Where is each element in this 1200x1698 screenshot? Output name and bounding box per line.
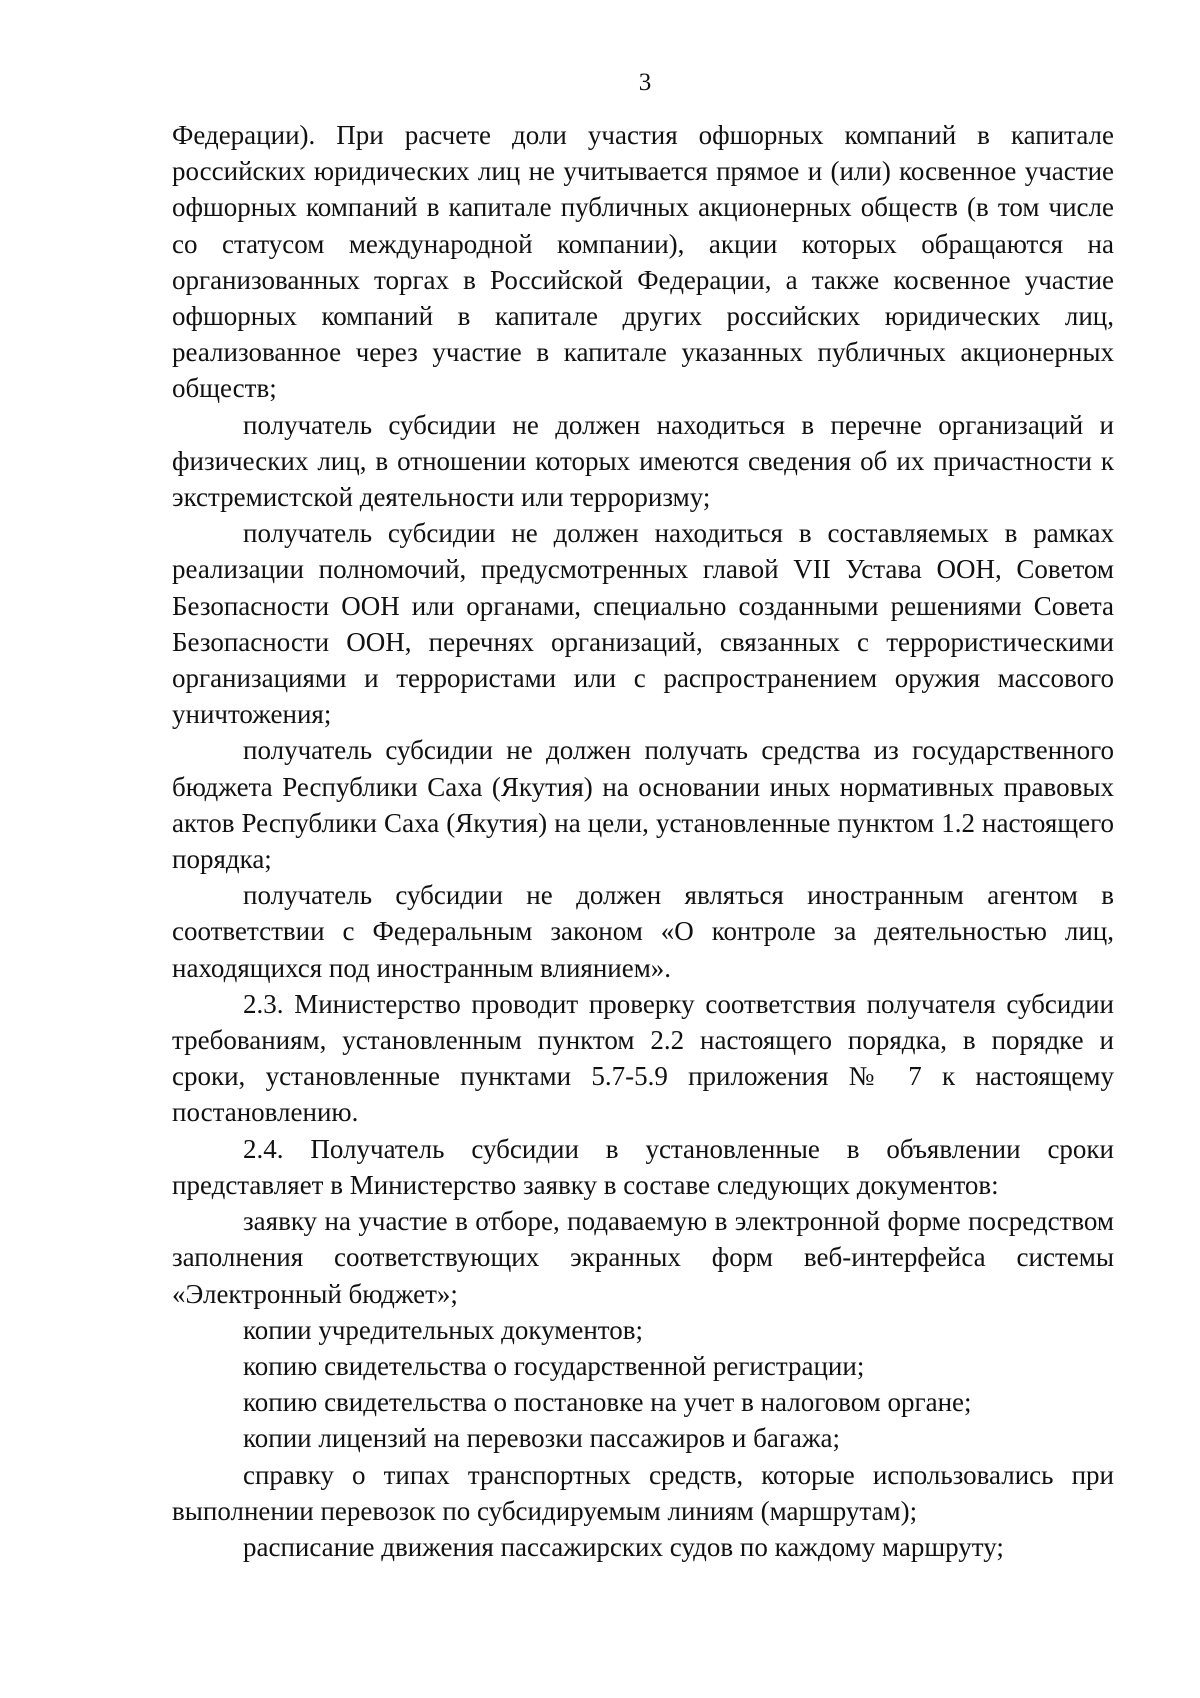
paragraph: получатель субсидии не должен находиться в составляемых в рамках реализации полномочий, предусмотренных главой VII Устава ООН, Советом Безопасности ООН или органами, специально созданными решениями Совета Безопасности ООН, перечнях организаций, связанных с террористическими организациями и террористами или с распространением оружия массового уничтожения; (172, 518, 1114, 730)
paragraph: расписание движения пассажирских судов по каждому маршруту; (243, 1531, 1004, 1562)
document-body (172, 117, 1114, 1565)
paragraph: 2.4. Получатель субсидии в установленные в объявлении сроки представляет в Министерство заявку в составе следующих документов: (172, 1133, 1114, 1200)
paragraph: Федерации). При расчете доли участия офшорных компаний в капитале российских юридических лиц не учитывается прямое и (или) косвенное участие офшорных компаний в капитале публичных акционерных обществ (в том числе со статусом международной компании), акции которых обращаются на организованных торгах в Российской Федерации, а также косвенное участие офшорных компаний в капитале других российских юридических лиц, реализованное через участие в капитале указанных публичных акционерных обществ; (172, 120, 1114, 404)
paragraph: получатель субсидии не должен являться иностранным агентом в соответствии с Федеральным законом «О контроле за деятельностью лиц, находящихся под иностранным влиянием». (172, 880, 1114, 983)
page-number: 3 (638, 69, 652, 96)
paragraph: получатель субсидии не должен получать средства из государственного бюджета Республики Саха (Якутия) на основании иных нормативных правовых актов Республики Саха (Якутия) на цели, установленные пунктом 1.2 настоящего порядка; (172, 735, 1114, 875)
paragraph: копию свидетельства о постановке на учет в налоговом органе; (243, 1387, 972, 1418)
paragraph: копии учредительных документов; (243, 1314, 643, 1345)
paragraph: копии лицензий на перевозки пассажиров и багажа; (243, 1423, 841, 1454)
paragraph: копию свидетельства о государственной регистрации; (243, 1350, 865, 1381)
paragraph: 2.3. Министерство проводит проверку соответствия получателя субсидии требованиям, установленным пунктом 2.2 настоящего порядка, в порядке и сроки, установленные пунктами 5.7-5.9 приложения № 7 к настоящему постановлению. (172, 988, 1114, 1128)
paragraph: заявку на участие в отборе, подаваемую в электронной форме посредством заполнения соответствующих экранных форм веб-интерфейса системы «Электронный бюджет»; (172, 1206, 1114, 1309)
paragraph: получатель субсидии не должен находиться в перечне организаций и физических лиц, в отношении которых имеются сведения об их причастности к экстремистской деятельности или терроризму; (172, 409, 1114, 513)
paragraph: справку о типах транспортных средств, которые использовались при выполнении перевозок по субсидируемым линиям (маршрутам); (172, 1459, 1114, 1526)
